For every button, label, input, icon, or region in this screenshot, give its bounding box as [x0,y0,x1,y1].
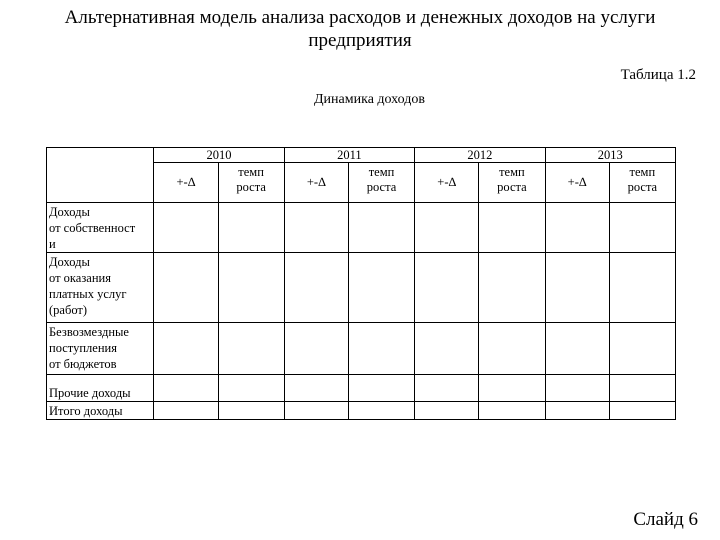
data-cell [609,203,675,253]
growth-rate-header [348,163,414,203]
table-caption: Таблица 1.2 [620,67,696,83]
table-row [47,323,676,375]
row-label-line: Доходы [49,205,90,219]
data-cell [218,323,284,375]
data-cell [218,375,284,402]
data-cell [348,375,414,402]
data-cell [545,253,609,323]
delta-header: +-∆ [545,163,609,203]
income-dynamics-table [46,147,676,420]
table-row [47,203,676,253]
data-cell [284,323,348,375]
data-cell [479,203,545,253]
growth-rate-header-line1: темп [629,165,656,179]
growth-rate-header [609,163,675,203]
slide-number: Слайд 6 [633,509,698,530]
data-cell [415,402,479,420]
data-cell [479,375,545,402]
growth-rate-header-line1: темп [238,165,264,179]
data-cell [479,323,545,375]
data-cell [348,203,414,253]
data-cell [545,402,609,420]
table-row [47,253,676,323]
data-cell [154,203,218,253]
data-cell [545,323,609,375]
year-header-2011: 2011 [284,148,414,163]
data-cell [609,323,675,375]
data-cell [415,375,479,402]
row-label-line: (работ) [49,303,88,317]
data-cell [218,402,284,420]
row-label-line: Безвозмездные [49,325,129,339]
data-cell [154,375,218,402]
data-cell [545,203,609,253]
data-cell [609,375,675,402]
row-label-line: Доходы [49,255,90,269]
data-cell [284,402,348,420]
row-label-total-income: Итого доходы [47,402,154,420]
data-cell [415,253,479,323]
row-label-line: поступления [49,341,117,355]
delta-header: +-∆ [284,163,348,203]
data-cell [348,253,414,323]
data-cell [284,375,348,402]
growth-rate-header-line1: темп [368,165,395,179]
growth-rate-header [218,163,284,203]
header-corner-cell [47,148,154,203]
data-cell [154,402,218,420]
growth-rate-header-line2: роста [366,180,397,194]
row-label-line: от бюджетов [49,357,117,371]
data-cell [609,402,675,420]
data-cell [415,203,479,253]
growth-rate-header-line2: роста [236,180,266,194]
row-label-property-income [47,203,154,253]
data-cell [154,323,218,375]
data-cell [545,375,609,402]
year-header-2012: 2012 [415,148,545,163]
data-cell [218,253,284,323]
year-header-2013: 2013 [545,148,675,163]
delta-header: +-∆ [415,163,479,203]
data-cell [348,402,414,420]
table-subtitle: Динамика доходов [314,92,425,107]
growth-rate-header-line2: роста [497,180,527,194]
growth-rate-header-line1: темп [499,165,525,179]
year-header-row [47,148,676,163]
data-cell [479,402,545,420]
data-cell [154,253,218,323]
growth-rate-header-line2: роста [627,180,658,194]
row-label-line: и [49,237,56,251]
data-cell [609,253,675,323]
table-row [47,402,676,420]
row-label-line: от оказания [49,271,111,285]
row-label-budget-receipts [47,323,154,375]
growth-rate-header [479,163,545,203]
delta-header: +-∆ [154,163,218,203]
data-cell [348,323,414,375]
row-label-other-income: Прочие доходы [47,375,154,402]
data-cell [479,253,545,323]
row-label-line: от собственност [49,221,136,235]
data-cell [284,203,348,253]
row-label-line: платных услуг [49,287,127,301]
data-cell [218,203,284,253]
row-label-paid-services-income [47,253,154,323]
year-header-2010: 2010 [154,148,284,163]
table-row [47,375,676,402]
data-cell [284,253,348,323]
data-cell [415,323,479,375]
slide-title: Альтернативная модель анализа расходов и денежных доходов на услуги предприятия [64,7,656,51]
